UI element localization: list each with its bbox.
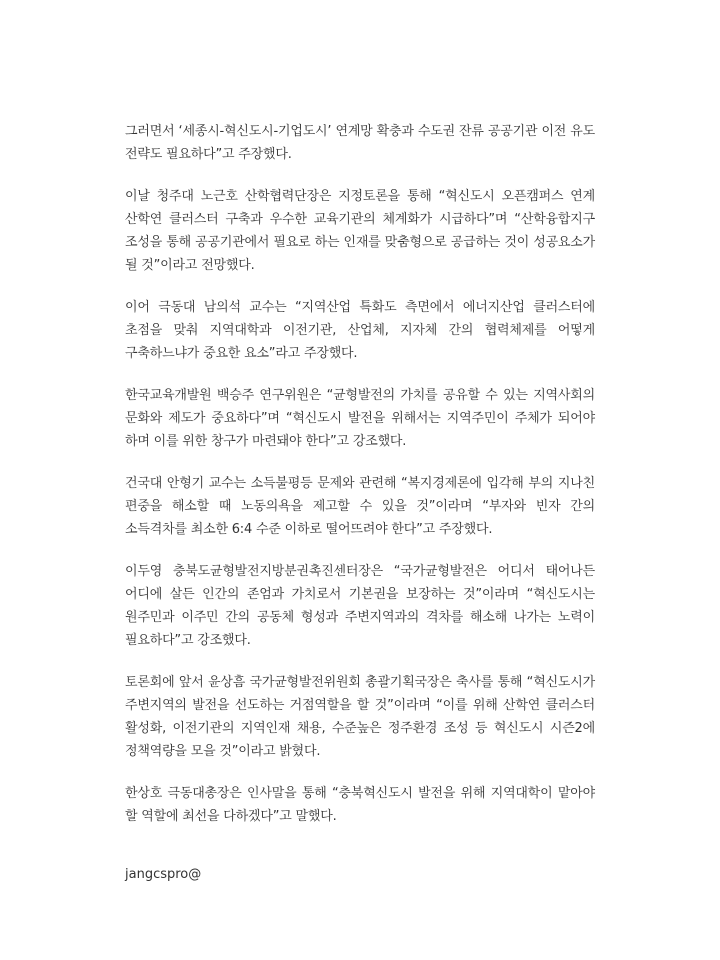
- paragraph-4: 한국교육개발원 백승주 연구위원은 “균형발전의 가치를 공유할 수 있는 지역사회의 문화와 제도가 중요하다”며 “혁신도시 발전을 위해서는 지역주민이 주체가 되어야 하며 이를 위한 창구가 마련돼야 한다”고 강조했다.: [125, 388, 595, 449]
- article-body: [125, 120, 595, 886]
- reporter-email: jangcspro@: [125, 867, 202, 882]
- paragraph-8: 한상호 극동대총장은 인사말을 통해 “충북혁신도시 발전을 위해 지역대학이 맡아야 할 역할에 최선을 다하겠다”고 말했다.: [125, 786, 595, 824]
- paragraph-2: 이날 청주대 노근호 산학협력단장은 지정토론을 통해 “혁신도시 오픈캠퍼스 연계 산학연 클러스터 구축과 우수한 교육기관의 체계화가 시급하다”며 “산학융합지구 조성을 통해 공공기관에서 필요로 하는 인재를 맞춤형으로 공급하는 것이 성공요소가 될 것”이라고 전망했다.: [125, 189, 595, 273]
- paragraph-1: 그러면서 ‘세종시-혁신도시-기업도시’ 연계망 확충과 수도권 잔류 공공기관 이전 유도 전략도 필요하다”고 주장했다.: [125, 124, 595, 162]
- paragraph-3: 이어 극동대 남의석 교수는 “지역산업 특화도 측면에서 에너지산업 클러스터에 초점을 맞춰 지역대학과 이전기관, 산업체, 지자체 간의 협력체제를 어떻게 구축하느냐가 중요한 요소”라고 주장했다.: [125, 300, 595, 361]
- paragraph-6: 이두영 충북도균형발전지방분권촉진센터장은 “국가균형발전은 어디서 태어나든 어디에 살든 인간의 존엄과 가치로서 기본권을 보장하는 것”이라며 “혁신도시는 원주민과 이주민 간의 공동체 형성과 주변지역과의 격차를 해소해 나가는 노력이 필요하다”고 강조했다.: [125, 564, 595, 648]
- paragraph-5: 건국대 안형기 교수는 소득불평등 문제와 관련해 “복지경제론에 입각해 부의 지나친 편중을 해소할 때 노동의욕을 제고할 수 있을 것”이라며 “부자와 빈자 간의 소득격차를 최소한 6:4 수준 이하로 떨어뜨려야 한다”고 주장했다.: [125, 476, 595, 537]
- paragraph-7: 토론회에 앞서 윤상흠 국가균형발전위원회 총괄기획국장은 축사를 통해 “혁신도시가 주변지역의 발전을 선도하는 거점역할을 할 것”이라며 “이를 위해 산학연 클러스터 활성화, 이전기관의 지역인재 채용, 수준높은 정주환경 조성 등 혁신도시 시즌2에 정책역량을 모을 것”이라고 밝혔다.: [125, 675, 595, 759]
